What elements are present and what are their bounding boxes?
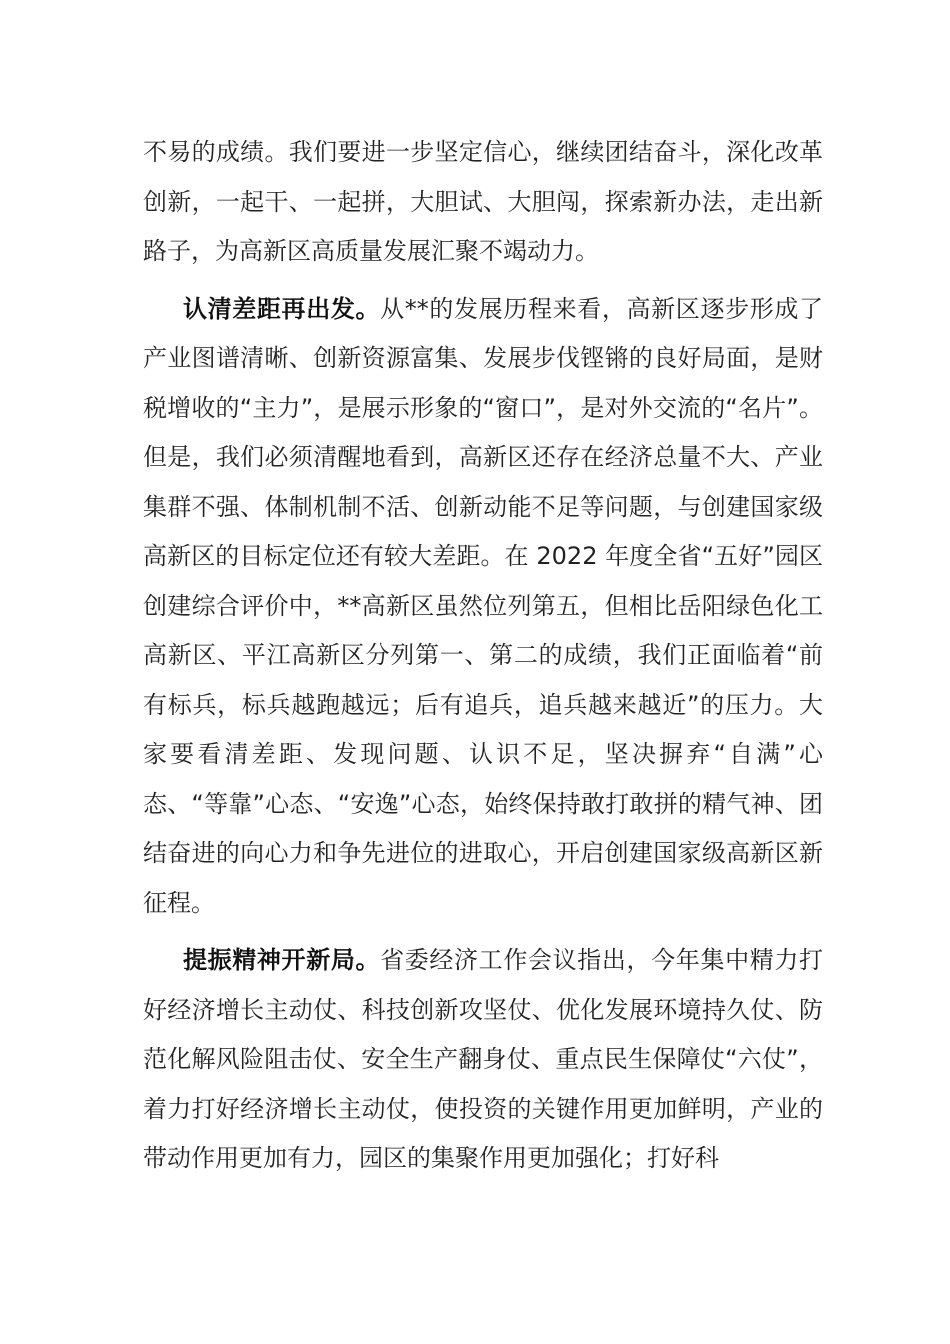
paragraph-continued bbox=[143, 128, 823, 277]
paragraph-heading: 提振精神开新局。 bbox=[183, 946, 381, 974]
paragraph-heading: 认清差距再出发。 bbox=[183, 294, 381, 323]
paragraph-boost-spirit bbox=[143, 936, 823, 1184]
paragraph-text: 从**的发展历程来看，高新区逐步形成了产业图谱清晰、创新资源富集、发展步伐铿锵的良好局面，是财税增收的“主力”，是展示形象的“窗口”，是对外交流的“名片”。但是，我们必须清醒地看到，高新区还存在经济总量不大、产业集群不强、体制机制不活、创新动能不足等问题，与创建国家级高新区的目标定位还有较大差距。在 2022 年度全省“五好”园区创建综合评价中，**高新区虽然位列第五，但相比岳阳绿色化工高新区、平江高新区分列第一、第二的成绩，我们正面临着“前有标兵，标兵越跑越远；后有追兵，追兵越来越近”的压力。大家要看清差距、发现问题、认识不足，坚决摒弃“自满”心态、“等靠”心态、“安逸”心态，始终保持敢打敢拼的精气神、团结奋进的向心力和争先进位的进取心，开启创建国家级高新区新征程。 bbox=[143, 294, 824, 917]
paragraph-recognize-gap bbox=[143, 285, 823, 929]
paragraph-text: 不易的成绩。我们要进一步坚定信心，继续团结奋斗，深化改革创新，一起干、一起拼，大胆试、大胆闯，探索新办法，走出新路子，为高新区高质量发展汇聚不竭动力。 bbox=[143, 138, 823, 265]
document-body bbox=[143, 128, 823, 1192]
paragraph-text: 省委经济工作会议指出，今年集中精力打好经济增长主动仗、科技创新攻坚仗、优化发展环境持久仗、防范化解风险阻击仗、安全生产翻身仗、重点民生保障仗“六仗”，着力打好经济增长主动仗，使投资的关键作用更加鲜明，产业的带动作用更加有力，园区的集聚作用更加强化；打好科 bbox=[143, 946, 824, 1172]
